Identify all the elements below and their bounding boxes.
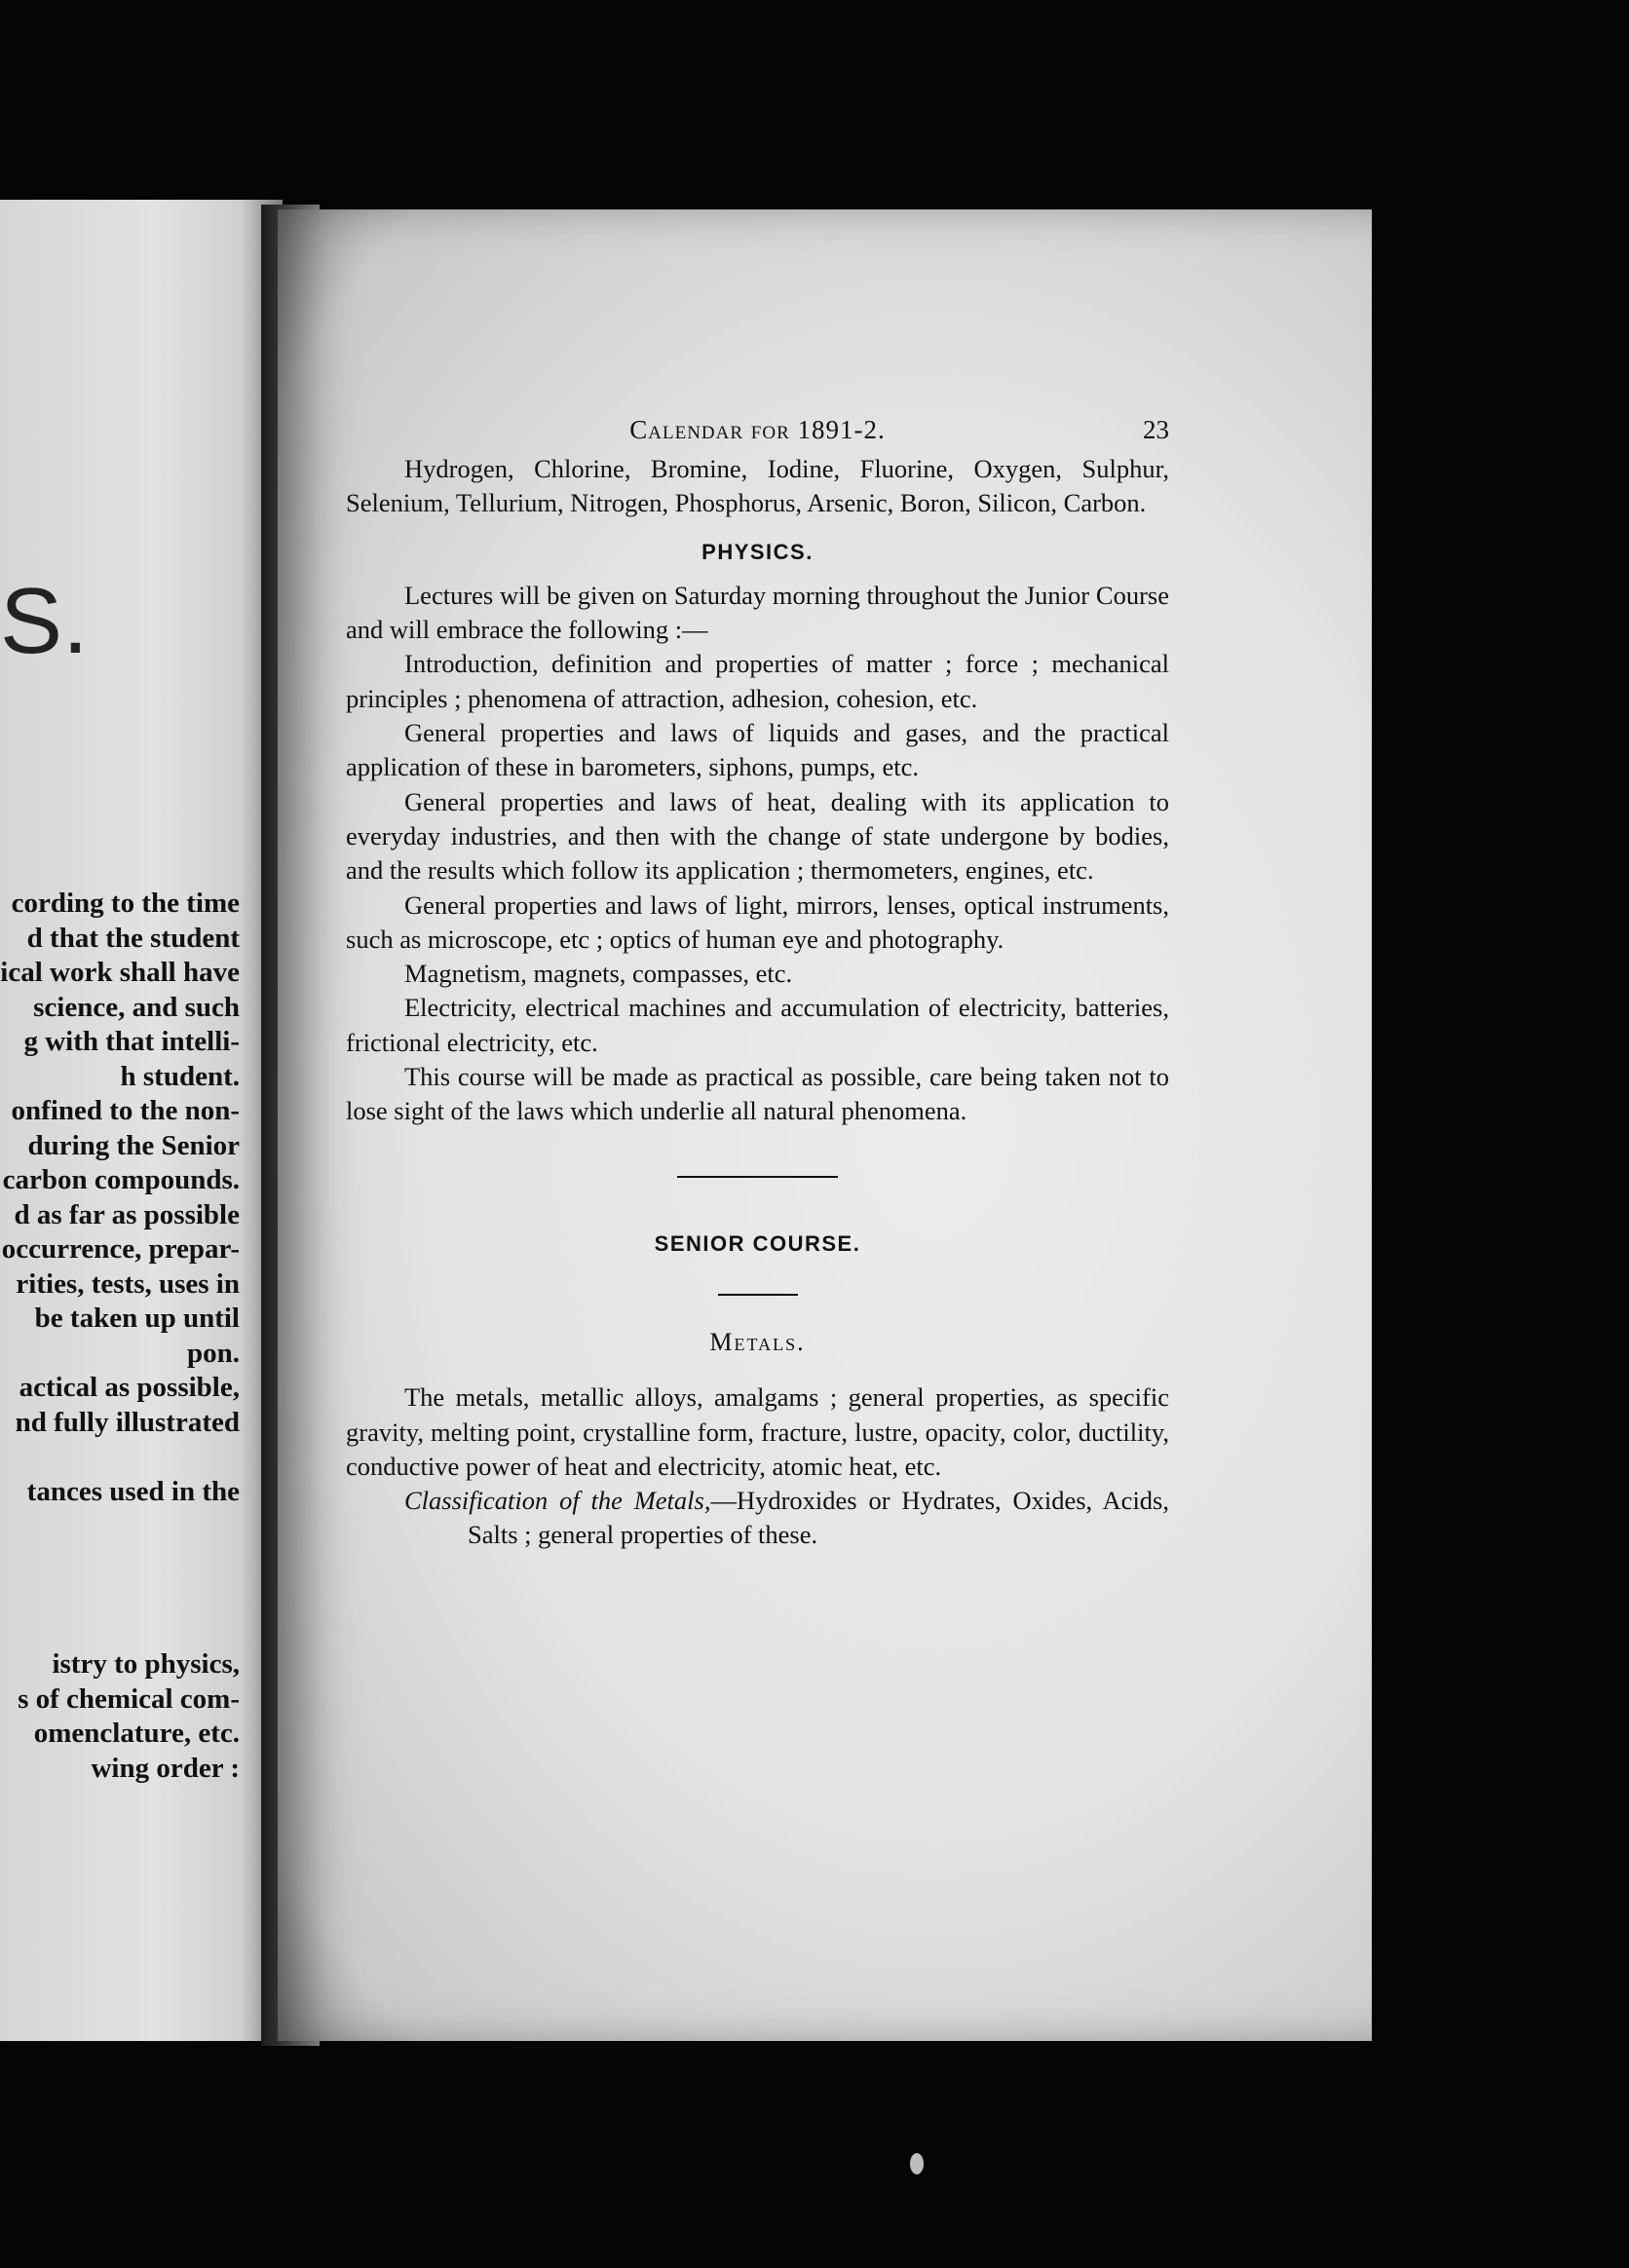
left-page-line: science, and such <box>33 991 240 1023</box>
left-page <box>0 200 283 2041</box>
left-page-line: occurrence, prepar- <box>1 1233 240 1265</box>
classification-text: —Hydroxides or Hydrates, Oxides, Acids, Salts ; general properties of these. <box>468 1486 1169 1550</box>
left-page-line <box>0 1509 240 1544</box>
physics-paragraph: Introduction, definition and properties of matter ; force ; mechanical principles ; phenomena of attraction, adhesion, cohesion, etc. <box>346 649 1169 713</box>
left-page-line: carbon compounds. <box>2 1164 240 1195</box>
left-page-line <box>0 1440 240 1475</box>
left-page-line: pon. <box>186 1337 240 1369</box>
left-page-line: d as far as possible <box>14 1198 240 1230</box>
left-page-line: be taken up until <box>34 1303 240 1334</box>
left-page-line: g with that intelli- <box>23 1026 240 1057</box>
left-page-line <box>0 1578 240 1613</box>
left-page-line: s of chemical com- <box>18 1682 240 1715</box>
left-page-line: istry to physics, <box>52 1648 240 1680</box>
physics-heading: PHYSICS. <box>701 539 814 564</box>
physics-paragraph: Lectures will be given on Saturday morning throughout the Junior Course and will embrace the following :— <box>346 580 1169 645</box>
physics-paragraph: Magnetism, magnets, compasses, etc. <box>404 959 793 989</box>
physics-paragraph: Electricity, electrical machines and accumulation of electricity, batteries, frictional electricity, etc. <box>346 993 1169 1057</box>
left-page-text <box>0 887 240 1786</box>
left-page-line: during the Senior <box>27 1129 240 1161</box>
metals-heading: Metals. <box>709 1327 806 1356</box>
left-page-line: actical as possible, <box>19 1372 240 1403</box>
left-page-line: onfined to the non- <box>11 1095 240 1126</box>
classification-lead: Classification of the Metals, <box>404 1486 711 1516</box>
left-page-line: wing order : <box>91 1752 240 1784</box>
left-page-letter: S. <box>0 569 89 673</box>
running-head <box>346 409 1169 452</box>
left-page-line: d that the student <box>26 922 240 954</box>
physics-paragraph: General properties and laws of liquids and gases, and the practical application of these in barometers, siphons, pumps, etc. <box>346 718 1169 782</box>
elements-paragraph: Hydrogen, Chlorine, Bromine, Iodine, Fluorine, Oxygen, Sulphur, Selenium, Tellurium, Nitrogen, Phosphorus, Arsenic, Boron, Silicon, Carbon. <box>346 454 1169 518</box>
metals-paragraph: The metals, metallic alloys, amalgams ; general properties, as specific gravity, melting point, crystalline form, fracture, lustre, opacity, color, ductility, conductive power of heat and electricity, atomic heat, etc. <box>346 1382 1169 1481</box>
classification-paragraph <box>346 1484 1169 1553</box>
physics-paragraph: General properties and laws of light, mirrors, lenses, optical instruments, such as microscope, etc ; optics of human eye and photography. <box>346 889 1169 954</box>
physics-paragraph: This course will be made as practical as possible, care being taken not to lose sight of the laws which underlie all natural phenomena. <box>346 1062 1169 1126</box>
left-page-line: rities, tests, uses in <box>16 1267 240 1300</box>
physics-paragraph: General properties and laws of heat, dealing with its application to everyday industries, and then with the change of state undergone by bodies, and the results which follow its application ; thermometers, engines, etc. <box>346 786 1169 886</box>
running-head-title: Calendar for 1891-2. <box>629 415 886 444</box>
left-page-line: cording to the time <box>11 888 240 919</box>
film-speck <box>910 2153 924 2174</box>
left-page-line: ical work shall have <box>0 957 240 988</box>
left-page-line: tances used in the <box>26 1475 240 1507</box>
left-page-line <box>0 1544 240 1579</box>
left-page-line: omenclature, etc. <box>33 1718 240 1749</box>
page-text <box>346 409 1169 1553</box>
senior-course-heading: SENIOR COURSE. <box>654 1230 861 1256</box>
left-page-line <box>0 1613 240 1648</box>
left-page-line: nd fully illustrated <box>15 1406 240 1438</box>
page-number: 23 <box>1143 415 1169 444</box>
left-page-line: h student. <box>120 1060 240 1092</box>
